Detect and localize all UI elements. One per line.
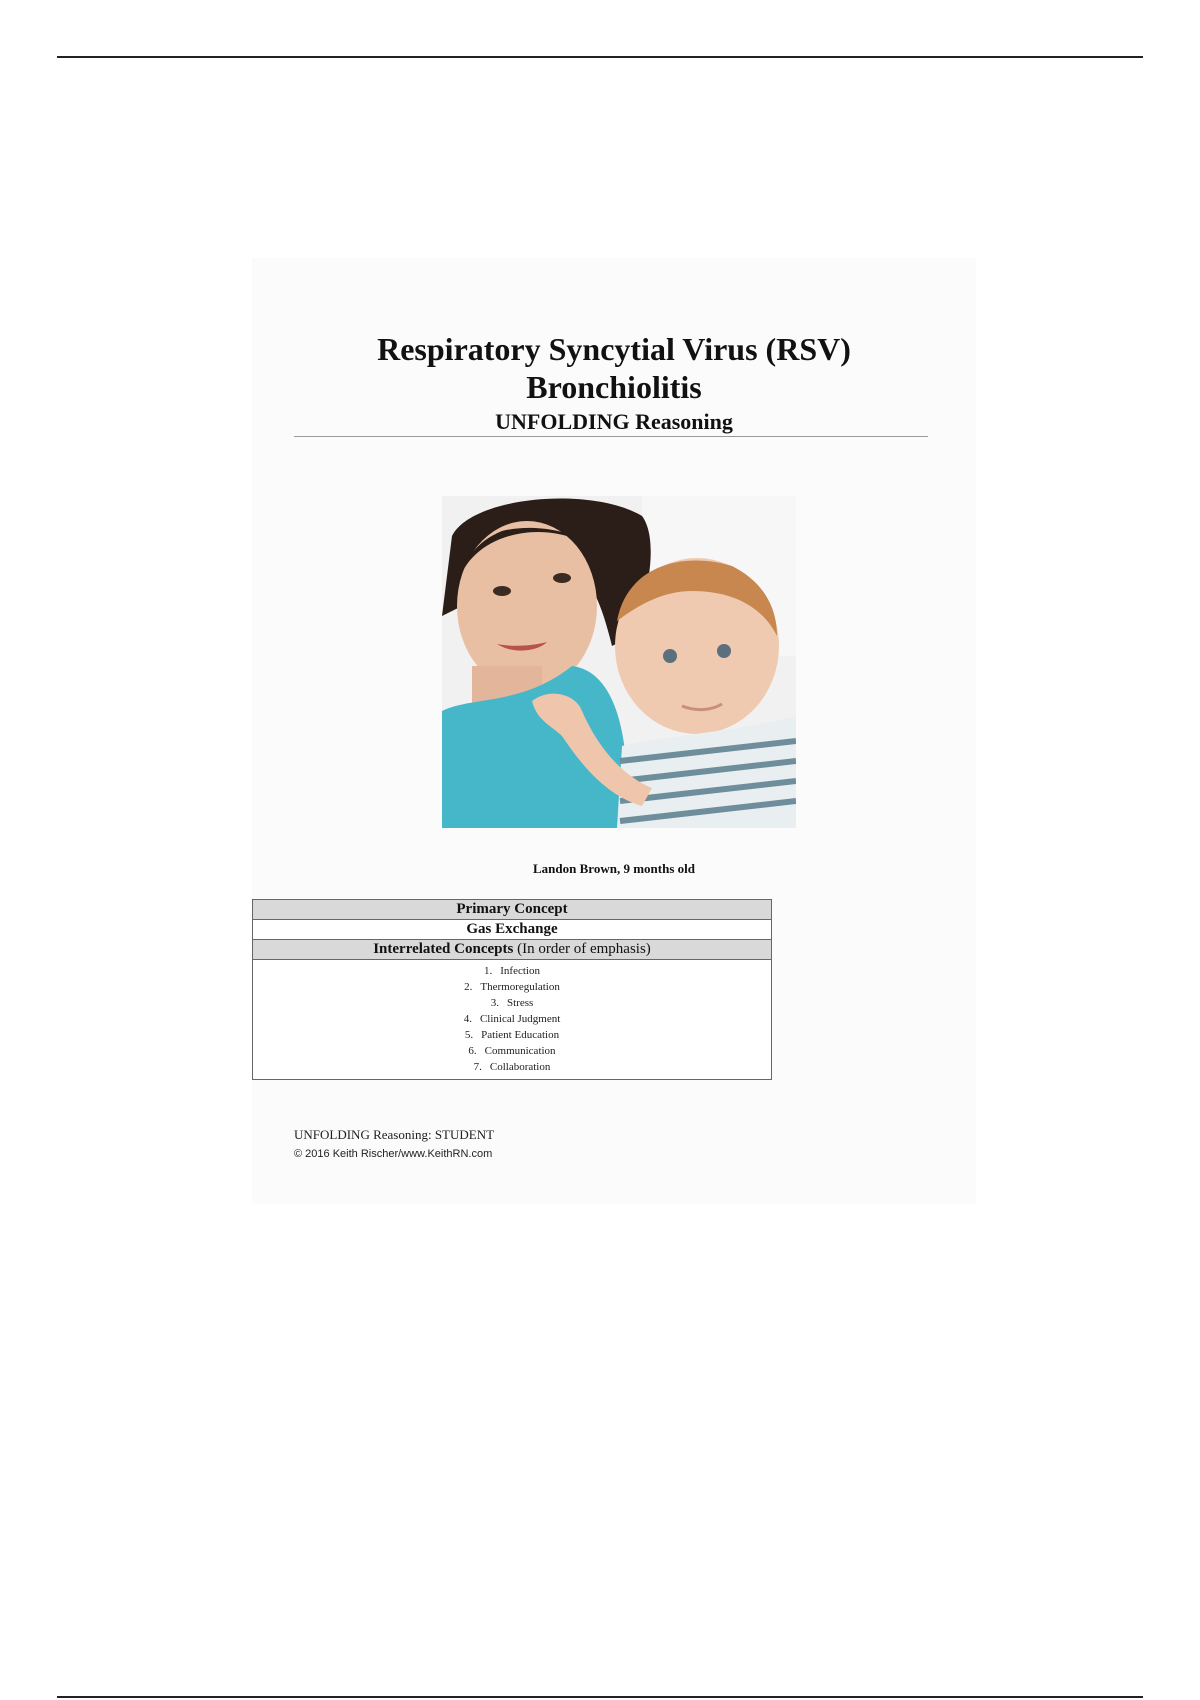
interrelated-header-bold: Interrelated Concepts xyxy=(373,941,514,957)
top-rule xyxy=(57,56,1143,58)
concepts-table xyxy=(252,899,772,1080)
list-item: 1. Infection xyxy=(484,965,540,977)
interrelated-header-note: (In order of emphasis) xyxy=(513,941,651,957)
primary-concept-header: Primary Concept xyxy=(253,900,771,920)
document-title: Respiratory Syncytial Virus (RSV) xyxy=(377,331,851,367)
photo-caption xyxy=(252,861,976,877)
list-item: 4. Clinical Judgment xyxy=(463,1013,561,1025)
primary-concept-value: Gas Exchange xyxy=(253,920,771,940)
list-item: 2. Thermoregulation xyxy=(464,981,560,993)
interrelated-concepts-header xyxy=(253,940,771,960)
copyright-text: © 2016 Keith Rischer/www.KeithRN.com xyxy=(294,1148,493,1160)
document-subtitle: Bronchiolitis xyxy=(526,369,702,405)
document-tagline: UNFOLDING Reasoning xyxy=(495,409,733,434)
title-divider xyxy=(294,436,928,437)
mother-and-baby-photo xyxy=(442,496,796,828)
list-item: 3. Stress xyxy=(490,997,534,1009)
interrelated-concepts-list xyxy=(253,960,771,1079)
caption-text: Landon Brown, 9 months old xyxy=(533,861,695,876)
bottom-rule xyxy=(57,1696,1143,1698)
list-item: 7. Collaboration xyxy=(473,1061,551,1073)
title-block xyxy=(252,330,976,436)
list-item: 6. Communication xyxy=(468,1045,556,1057)
list-item: 5. Patient Education xyxy=(464,1029,560,1041)
footer-label: UNFOLDING Reasoning: STUDENT xyxy=(294,1127,495,1142)
page-footer xyxy=(294,1126,494,1164)
